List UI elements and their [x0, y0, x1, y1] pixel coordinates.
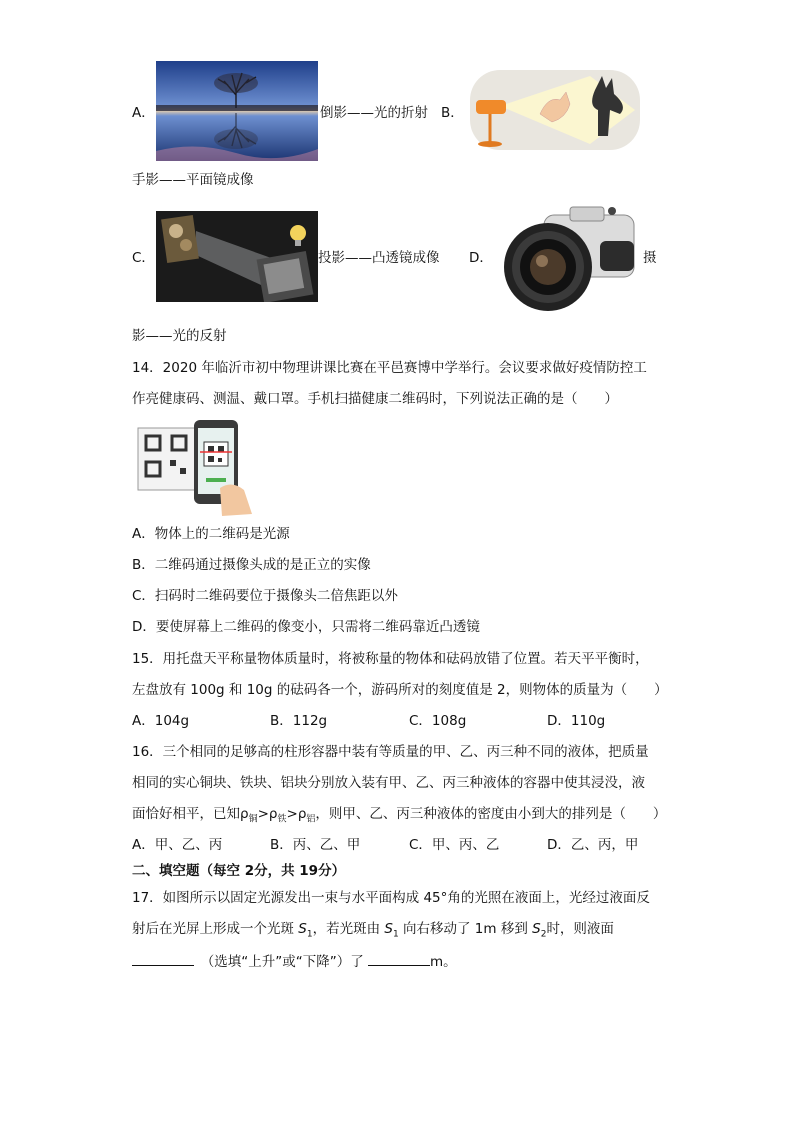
q16-line-2: 相同的实心铜块、铁块、铝块分别放入装有甲、乙、丙三种液体的容器中使其浸没，液 — [132, 775, 645, 791]
q15-line-2: 左盘放有 100g 和 10g 的砝码各一个，游码所对的刻度值是 2，则物体的质量为（ ） — [132, 682, 668, 698]
q14-option-a: A．物体上的二维码是光源 — [132, 526, 290, 542]
q13-option-d-text-2: 影——光的反射 — [132, 328, 227, 344]
s2-symbol: S — [532, 921, 541, 937]
projector-image — [156, 211, 318, 302]
reflection-photo — [156, 61, 318, 161]
q14-option-c: C．扫码时二维码要位于摄像头二倍焦距以外 — [132, 588, 398, 604]
q14-option-b: B．二维码通过摄像头成的是正立的实像 — [132, 557, 371, 573]
camera-image — [500, 201, 640, 316]
rho-copper: $\rho_铜$ — [240, 806, 258, 825]
qr-scan-image — [136, 418, 256, 518]
q15-option-d: D．110g — [547, 713, 606, 729]
hand-shadow-image — [470, 70, 640, 150]
answer-blank-1[interactable] — [132, 951, 194, 966]
q13-option-a-label: A． — [132, 105, 155, 121]
q13-option-b-label: B． — [441, 105, 464, 121]
q16-line-1: 16．三个相同的足够高的柱形容器中装有等质量的甲、乙、丙三种不同的液体，把质量 — [132, 744, 649, 760]
q15-option-b: B．112g — [270, 713, 328, 729]
q15-line-1: 15．用托盘天平称量物体质量时，将被称量的物体和砝码放错了位置。若天平平衡时， — [132, 651, 649, 667]
q13-option-c-label: C． — [132, 250, 155, 266]
section-2-title: 二、填空题（每空 2分，共 19分） — [132, 863, 346, 879]
q16-option-d: D．乙、丙，甲 — [547, 837, 639, 853]
answer-blank-2[interactable] — [368, 951, 430, 966]
q16-option-c: C．甲、丙、乙 — [409, 837, 500, 853]
q14-line-1: 14．2020 年临沂市初中物理讲课比赛在平邑赛博中学举行。会议要求做好疫情防控工 — [132, 360, 647, 376]
q14-line-2: 作亮健康码、测温、戴口罩。手机扫描健康二维码时，下列说法正确的是（ ） — [132, 391, 618, 407]
q15-option-a: A．104g — [132, 713, 190, 729]
q16-option-b: B．丙、乙、甲 — [270, 837, 361, 853]
s1-symbol: S — [298, 921, 307, 937]
q16-line-3: 面恰好相平，已知$\rho_铜>\rho_铁>\rho_铝$，则甲、乙、丙三种液体的密度由小到大的排列是（ ） — [132, 806, 667, 825]
q13-option-b-text: 手影——平面镜成像 — [132, 172, 254, 188]
q13-option-d-text-1: 摄 — [643, 250, 657, 266]
q16-option-a: A．甲、乙、丙 — [132, 837, 223, 853]
rho-iron: $\rho_铁$ — [268, 806, 287, 825]
q17-line-1: 17．如图所示以固定光源发出一束与水平面构成 45°角的光照在液面上，光经过液面反 — [132, 890, 650, 906]
q14-option-d: D．要使屏幕上二维码的像变小，只需将二维码靠近凸透镜 — [132, 619, 480, 635]
q15-option-c: C．108g — [409, 713, 467, 729]
q16-line-3-a: 面恰好相平，已知 — [132, 806, 240, 822]
q13-option-d-label: D． — [469, 250, 493, 266]
q13-option-a-text: 倒影——光的折射 — [320, 105, 428, 121]
q16-line-3-b: ，则甲、乙、丙三种液体的密度由小到大的排列是（ ） — [315, 806, 667, 822]
rho-aluminum: $\rho_铝$ — [297, 806, 316, 825]
q13-option-c-text: 投影——凸透镜成像 — [318, 250, 440, 266]
q17-line-3: （选填“上升”或“下降”）了 m。 — [132, 951, 457, 972]
q17-line-2: 射后在光屏上形成一个光斑 $S_1$，若光斑由 $S_1$ 向右移动了 1m 移到 $S_2$时，则液面 — [132, 921, 614, 940]
